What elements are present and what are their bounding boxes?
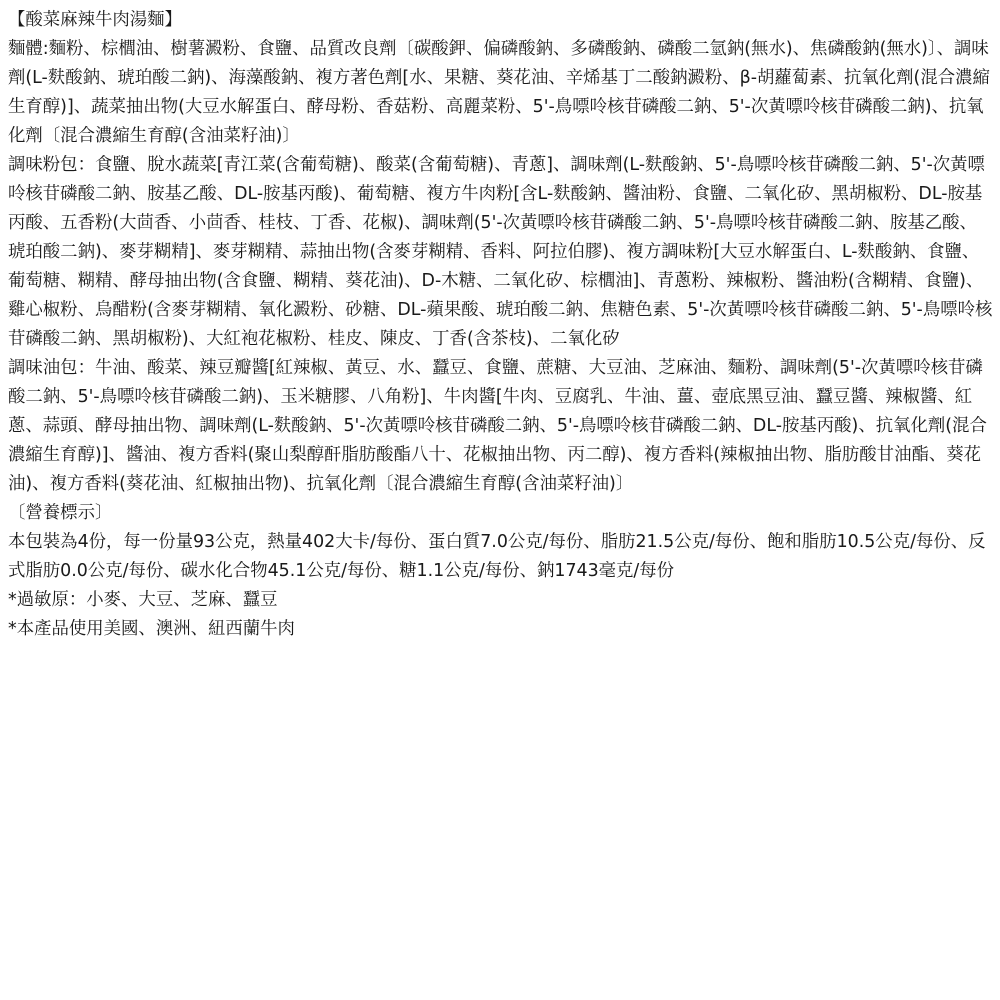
allergen-note: *過敏原：小麥、大豆、芝麻、蠶豆 bbox=[8, 590, 278, 610]
seasoning-powder-ingredients: 調味粉包：食鹽、脫水蔬菜[青江菜(含葡萄糖)、酸菜(含葡萄糖)、青蔥]、調味劑(L-麩酸鈉、5'-鳥嘌呤核苷磷酸二鈉、5'-次黃嘌呤核苷磷酸二鈉、胺基乙酸、DL-胺基丙酸)、葡萄糖、複方牛肉粉[含L-麩酸鈉、醬油粉、食鹽、二氧化矽、黑胡椒粉、DL-胺基丙酸、五香粉(大茴香、小茴香、桂枝、丁香、花椒)、調味劑(5'-次黃嘌呤核苷磷酸二鈉、5'-鳥嘌呤核苷磷酸二鈉、胺基乙酸、琥珀酸二鈉)、麥芽糊精]、麥芽糊精、蒜抽出物(含麥芽糊精、香料、阿拉伯膠)、複方調味粉[大豆水解蛋白、L-麩酸鈉、食鹽、葡萄糖、糊精、酵母抽出物(含食鹽、糊精、葵花油)、D-木糖、二氧化矽、棕櫚油]、青蔥粉、辣椒粉、醬油粉(含糊精、食鹽)、雞心椒粉、烏醋粉(含麥芽糊精、氧化澱粉、砂糖、DL-蘋果酸、琥珀酸二鈉、焦糖色素、5'-次黃嘌呤核苷磷酸二鈉、5'-鳥嘌呤核苷磷酸二鈉、黑胡椒粉)、大紅袍花椒粉、桂皮、陳皮、丁香(含茶枝)、二氧化矽 bbox=[8, 155, 993, 349]
seasoning-oil-ingredients: 調味油包：牛油、酸菜、辣豆瓣醬[紅辣椒、黃豆、水、蠶豆、食鹽、蔗糖、大豆油、芝麻油、麵粉、調味劑(5'-次黃嘌呤核苷磷酸二鈉、5'-鳥嘌呤核苷磷酸二鈉)、玉米糖膠、八角粉]、牛肉醬[牛肉、豆腐乳、牛油、薑、壺底黑豆油、蠶豆醬、辣椒醬、紅蔥、蒜頭、酵母抽出物、調味劑(L-麩酸鈉、5'-次黃嘌呤核苷磷酸二鈉、5'-鳥嘌呤核苷磷酸二鈉、DL-胺基丙酸)、抗氧化劑(混合濃縮生育醇)]、醬油、複方香料(聚山梨醇酐脂肪酸酯八十、花椒抽出物、丙二醇)、複方香料(辣椒抽出物、脂肪酸甘油酯、葵花油)、複方香料(葵花油、紅椒抽出物)、抗氧化劑〔混合濃縮生育醇(含油菜籽油)〕 bbox=[8, 358, 987, 494]
noodle-ingredients: 麵體:麵粉、棕櫚油、樹薯澱粉、食鹽、品質改良劑〔碳酸鉀、偏磷酸鈉、多磷酸鈉、磷酸二氫鈉(無水)、焦磷酸鈉(無水)〕、調味劑(L-麩酸鈉、琥珀酸二鈉)、海藻酸鈉、複方著色劑[水、果糖、葵花油、辛烯基丁二酸鈉澱粉、β-胡蘿蔔素、抗氧化劑(混合濃縮生育醇)]、蔬菜抽出物(大豆水解蛋白、酵母粉、香菇粉、高麗菜粉、5'-鳥嘌呤核苷磷酸二鈉、5'-次黃嘌呤核苷磷酸二鈉)、抗氧化劑〔混合濃縮生育醇(含油菜籽油)〕 bbox=[8, 39, 990, 146]
nutrition-heading: 〔營養標示〕 bbox=[8, 503, 113, 523]
beef-origin-note: *本產品使用美國、澳洲、紐西蘭牛肉 bbox=[8, 619, 295, 639]
nutrition-facts: 本包裝為4份，每一份量93公克，熱量402大卡/每份、蛋白質7.0公克/每份、脂肪21.5公克/每份、飽和脂肪10.5公克/每份、反式脂肪0.0公克/每份、碳水化合物45.1公克/每份、糖1.1公克/每份、鈉1743毫克/每份 bbox=[8, 532, 986, 581]
product-title: 【酸菜麻辣牛肉湯麵】 bbox=[8, 10, 182, 30]
ingredient-label-document bbox=[8, 6, 994, 644]
